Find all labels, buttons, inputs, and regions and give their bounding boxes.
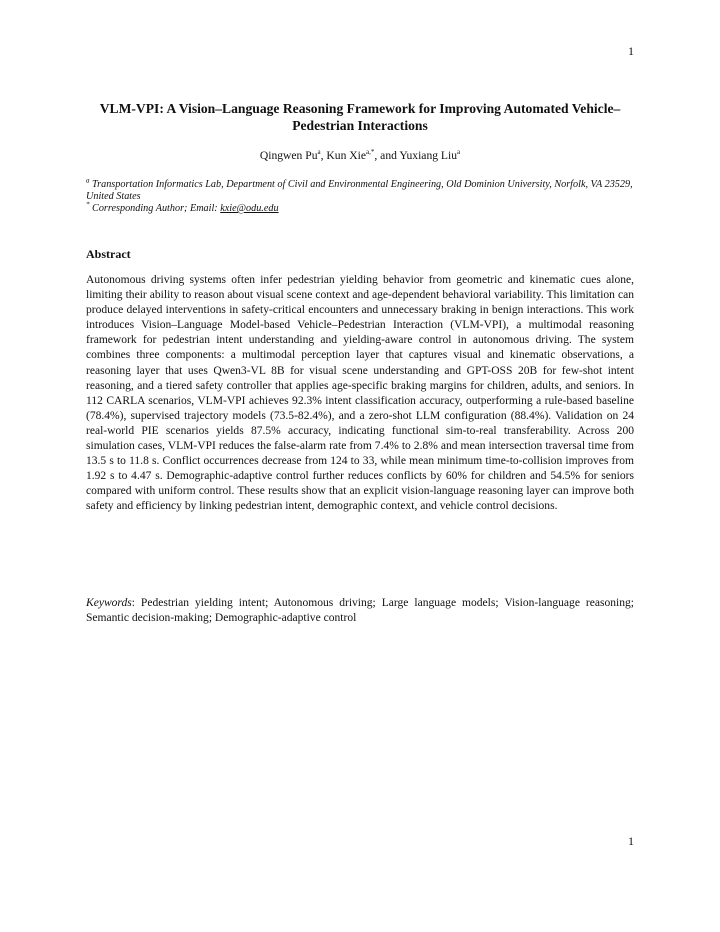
keywords-label: Keywords — [86, 597, 132, 609]
corresponding-email-link[interactable]: kxie@odu.edu — [220, 203, 279, 214]
corresponding-label: Corresponding Author; Email: — [92, 203, 221, 214]
author-affiliation-marker: a — [457, 148, 461, 157]
abstract-body: Autonomous driving systems often infer pedestrian yielding behavior from geometric and kinematic cues alone, limiting their ability to reason about visual scene context and age-dependent behavioral variability. This limitation can produce delayed interventions in safety-critical encounters and unnecessary braking in benign interactions. This work introduces Vision–Language Model-based Vehicle–Pedestrian Interaction (VLM-VPI), a multimodal reasoning framework for pedestrian intent understanding and yielding-aware control in autonomous driving. The system combines three components: a multimodal perception layer that captures visual and kinematic observations, a reasoning layer that uses Qwen3-VL 8B for visual scene understanding and GPT-OSS 20B for few-shot intent reasoning, and a tiered safety controller that applies age-specific braking margins for children, adults, and seniors. In 112 CARLA scenarios, VLM-VPI achieves 92.3% intent classification accuracy, outperforming a rule-based baseline (78.4%), supervised trajectory models (73.5-82.4%), and a zero-shot LLM configuration (88.4%). Validation on 24 real-world PIE scenarios yields 87.5% accuracy, indicating functional sim-to-real transferability. Across 200 simulation cases, VLM-VPI reduces the false-alarm rate from 7.4% to 2.8% and mean intersection traversal time from 13.5 s to 11.8 s. Conflict occurrences decrease from 124 to 33, while mean minimum time-to-collision improves from 1.92 s to 4.47 s. Demographic-adaptive control further reduces conflicts by 60% for children and 54.5% for seniors compared with uniform control. These results show that an explicit vision-language reasoning layer can improve both safety and efficiency by linking pedestrian intent, demographic context, and vehicle control decisions. — [86, 274, 634, 513]
author-affiliation-marker: a,* — [366, 148, 375, 157]
keywords-text: : Pedestrian yielding intent; Autonomous driving; Large language models; Vision-language reasoning; Semantic decision-making; Demographic-adaptive control — [86, 597, 634, 625]
paper-title: VLM-VPI: A Vision–Language Reasoning Framework for Improving Automated Vehicle–Pedestrian Interactions — [99, 101, 621, 133]
corresponding-marker: * — [86, 200, 90, 209]
author-affiliation-marker: a — [317, 148, 321, 157]
affiliation-marker: a — [86, 176, 90, 185]
author-separator: , — [320, 149, 327, 162]
keywords — [86, 596, 634, 626]
corresponding-author-line — [86, 200, 634, 215]
author-name: Yuxiang Liu — [399, 149, 458, 162]
page-number-top: 1 — [628, 44, 634, 58]
author-list — [86, 149, 634, 163]
page-number-bottom: 1 — [628, 834, 634, 848]
affiliation-line — [86, 176, 634, 203]
author-separator: , and — [374, 149, 400, 162]
author-name: Qingwen Pu — [259, 149, 318, 162]
author-name: Kun Xie — [326, 149, 367, 162]
affiliations — [86, 176, 634, 215]
abstract-heading: Abstract — [86, 247, 131, 261]
affiliation-text: Transportation Informatics Lab, Department of Civil and Environmental Engineering, Old Dominion University, Norfolk, VA 23529, United States — [86, 179, 633, 202]
